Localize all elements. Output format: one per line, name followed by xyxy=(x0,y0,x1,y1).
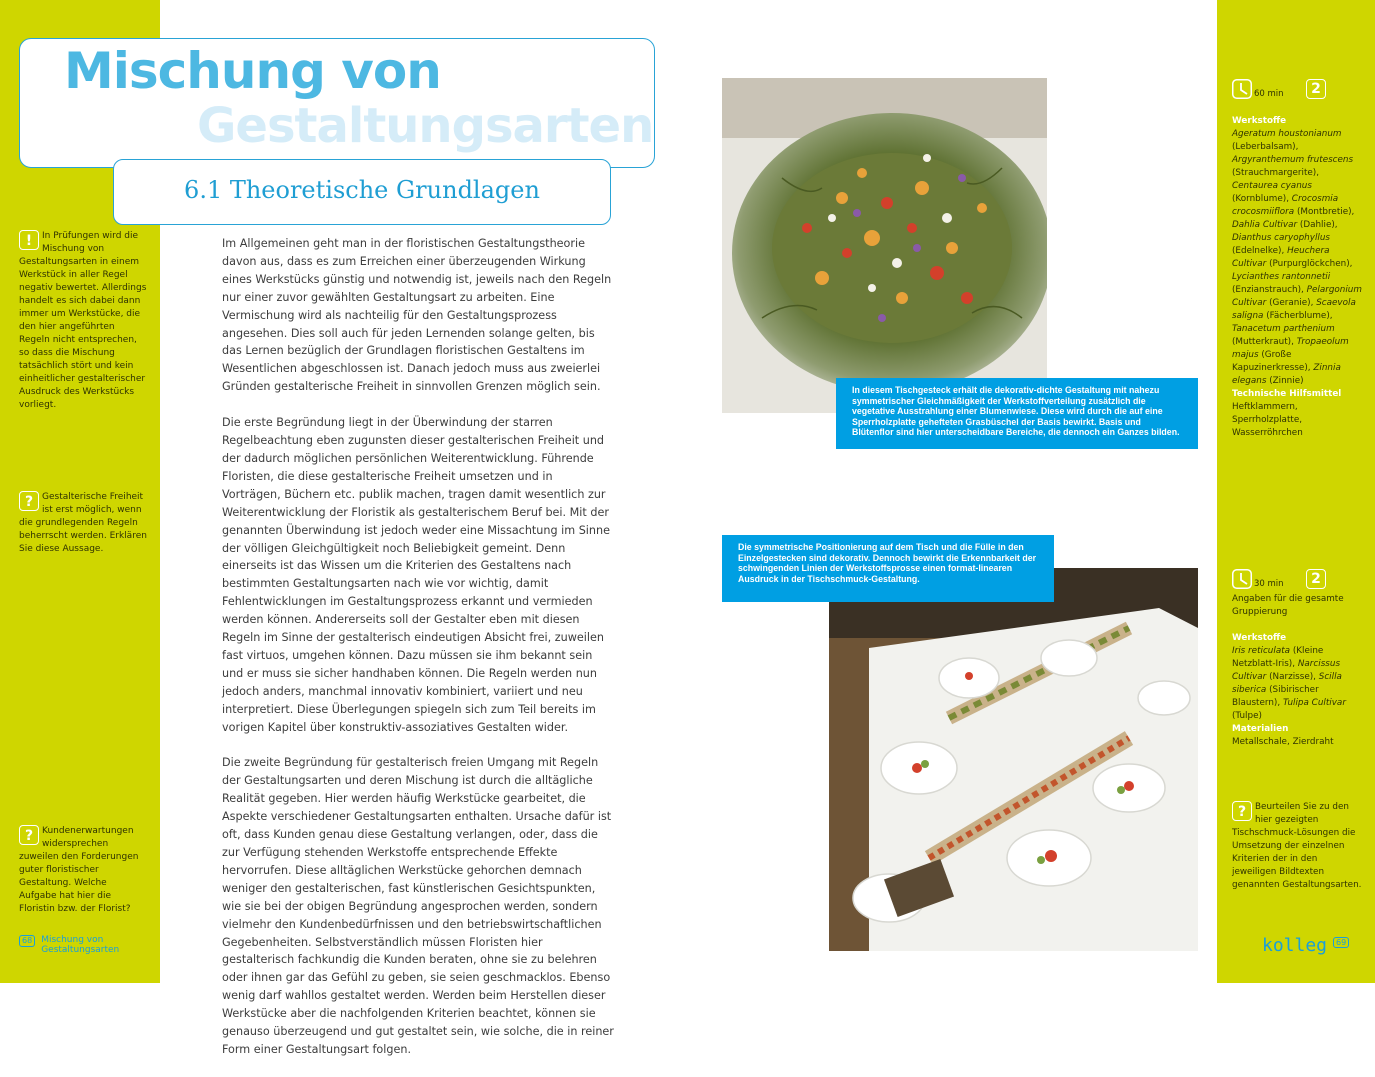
species-common-name: (Zinnie) xyxy=(1266,376,1304,386)
species-name: Crocosmia crocosmiiflora xyxy=(1232,194,1339,217)
species-name: Argyranthemum frutescens xyxy=(1232,155,1354,165)
person-count-badge: 2 xyxy=(1306,79,1326,99)
photo-meadow-arrangement xyxy=(722,78,1047,413)
species-common-name: (Sibirischer Blaustern), xyxy=(1232,685,1319,708)
page-title-line1: Mischung von xyxy=(64,42,441,100)
caption-meadow: In diesem Tischgesteck erhält die dekorativ-dichte Gestaltung mit nahezu symmetrischer Gleichmäßigkeit der Werkstoffverteilung zusätzlich die vegetative Ausstrahlung einer Blumenwiese. Diese wird durch die auf eine Sperrholzplatte gehefteten Grasbüschel der Basis bewirkt. Basis und Blütenflor sind hier unterscheidbare Bereiche, die dennoch ein Ganzes bilden. xyxy=(836,378,1198,449)
time-label: 60 min xyxy=(1254,89,1284,99)
clock-icon xyxy=(1232,79,1252,99)
hilfsmittel-heading: Technische Hilfsmittel xyxy=(1232,389,1342,399)
species-common-name: (Leberbalsam), xyxy=(1232,142,1299,152)
species-name: Narcissus Cultivar xyxy=(1232,659,1341,682)
page-title-line2: Gestaltungsarten xyxy=(197,98,654,154)
species-common-name: (Kornblume), xyxy=(1232,194,1292,204)
species-name: Ageratum houstonianum xyxy=(1232,129,1342,139)
species-common-name: (Mutterkraut), xyxy=(1232,337,1297,347)
body-paragraph-2: Die erste Begründung liegt in der Überwindung der starren Regelbeachtung eben zugunsten dieser gestalterischen Freiheit und der dadurch möglichen persönlichen Weiterentwicklung. Führende Floristen, die diese gestalterische Freiheit umsetzen und in Vorträgen, Büchern etc. publik machen, tragen damit wesentlich zur Weiterentwicklung der Floristik als gestalterischem Beruf bei. Mit der genannten Überwindung ist jedoch weder eine Missachtung im Sinne der völligen Gleichgültigkeit noch Beliebigkeit gemeint. Denn einerseits ist das Wissen um die Kriterien des Gestaltens nach bestimmten Gestaltungsarten nach wie vor wichtig, damit Fehlentwicklungen im Gestaltungsprozess erkannt und vermieden werden können. Andererseits soll der Gestalter eben mit diesen Regeln im Sinne der gestalterisch eindeutigen Absicht frei, zuweilen fast virtuos, umgehen können. Dazu müssen sie ihm bekannt sein und er muss sie sicher handhaben können. Die Regeln werden nun jedoch anders, manchmal innovativ kombiniert, variiert und neu interpretiert. Diese Überlegungen spiegeln sich zum Teil bereits im vorigen Kapitel über konstruktiv-assoziatives Gestalten wider. xyxy=(222,416,610,734)
species-name: Dianthus caryophyllus xyxy=(1232,233,1331,243)
species-common-name: (Enzianstrauch), xyxy=(1232,285,1307,295)
side-note-exam xyxy=(19,230,147,412)
species-name: Scaevola saligna xyxy=(1232,298,1356,321)
footer-chapter-line2: Gestaltungsarten xyxy=(41,945,120,955)
body-paragraph-3: Die zweite Begründung für gestalterisch freien Umgang mit Regeln der Gestaltungsarten und deren Mischung ist durch die alltägliche Realität gegeben. Hier werden häufig Werkstücke gearbeitet, die Aspekte verschiedener Gestaltungsarten enthalten. Ursache dafür ist oft, dass Kunden genau diese Gestaltung verlangen, oder, dass die zur Verfügung stehenden Werkstoffe entsprechende Effekte hervorrufen. Diese alltäglichen Werkstücke gehorchen demnach weniger den gestalterischen, fast künstlerischen Gesichtspunkten, wie sie bei der obigen Begründung angesprochen werden, sondern vielmehr den Kundenbedürfnissen und den betriebswirtschaftlichen Gegebenheiten. Selbstverständlich müssen Floristen hier gestalterisch fachkundig die Kunden beraten, ohne sie zu belehren oder ihnen gar das Gefühl zu geben, sie seien geschmacklos. Ebenso wenig darf wahllos gestaltet werden. Werden beim Herstellen dieser Werkstücke aber die nachfolgenden Kriterien beachtet, können sie genauso überzeugend und gut gestaltet sein, wie solche, die in reiner Form einer Gestaltungsart folgen. xyxy=(222,756,614,1056)
species-common-name: (Geranie), xyxy=(1266,298,1317,308)
side-note-text: In Prüfungen wird die Mischung von Gestaltungsarten in einem Werkstück in aller Regel negativ bewertet. Allerdings handelt es sich dabei dann immer um Werkstücke, die den hier angeführten Regeln nicht entsprechen, so dass die Mischung tatsächlich stört und kein einheitlicher gestalterischer Ausdruck des Werkstücks vorliegt. xyxy=(19,231,147,410)
werkstoffe-list xyxy=(1232,129,1362,386)
info-box-1 xyxy=(1232,79,1364,440)
question-icon: ? xyxy=(19,825,39,845)
species-name: Iris reticulata xyxy=(1232,646,1291,656)
body-text-column xyxy=(222,235,614,1077)
side-note-text: Kundenerwartungen widersprechen zuweilen den Forderungen guter floristischer Gestaltung. Welche Aufgabe hat hier die Floristin bzw. der Florist? xyxy=(19,826,139,914)
species-common-name: (Dahlie), xyxy=(1297,220,1338,230)
person-count-badge: 2 xyxy=(1306,569,1326,589)
species-common-name: (Montbretie), xyxy=(1294,207,1355,217)
footer-chapter-line1: Mischung von xyxy=(41,935,104,945)
species-name: Scilla siberica xyxy=(1232,672,1342,695)
species-name: Pelargonium Cultivar xyxy=(1232,285,1362,308)
section-subtitle: 6.1 Theoretische Grundlagen xyxy=(184,176,540,204)
species-name: Heuchera Cultivar xyxy=(1232,246,1330,269)
page-number-left: 68 xyxy=(19,935,35,947)
species-common-name: (Edelnelke), xyxy=(1232,246,1288,256)
question-box-right xyxy=(1232,801,1364,892)
werkstoffe-list xyxy=(1232,646,1346,721)
question-icon: ? xyxy=(19,491,39,511)
species-name: Centaurea cyanus xyxy=(1232,181,1312,191)
species-common-name: (Fächerblume), xyxy=(1263,311,1333,321)
species-name: Dahlia Cultivar xyxy=(1232,220,1298,230)
species-common-name: (Narzisse), xyxy=(1266,672,1319,682)
materialien-text: Metallschale, Zierdraht xyxy=(1232,737,1334,747)
species-name: Zinnia elegans xyxy=(1232,363,1341,386)
photo-table-setting xyxy=(829,568,1198,951)
species-name: Lycianthes rantonnetii xyxy=(1232,272,1331,282)
time-label: 30 min xyxy=(1254,579,1284,589)
species-common-name: (Große Kapuzinerkresse), xyxy=(1232,350,1314,373)
caption-table: Die symmetrische Positionierung auf dem Tisch und die Fülle in den Einzelgestecken sind dekorativ. Dennoch bewirkt die Erkennbarkeit der schwingenden Linien der Werkstoffsprosse einen format-linearen Ausdruck in der Tischschmuck-Gestaltung. xyxy=(722,535,1054,602)
body-paragraph-1: Im Allgemeinen geht man in der floristischen Gestaltungstheorie davon aus, dass es zum Erreichen einer überzeugenden Wirkung eines Werkstücks günstig und notwendig ist, jeweils nach den Regeln nur einer zuvor gewählten Gestaltungsart zu arbeiten. Eine Vermischung wird als nachteilig für den Gestaltungsprozess angesehen. Dies soll auch für jeden Lernenden solange gelten, bis das Lernen bezüglich der Grundlagen floristischen Gestaltens im Wesentlichen abgeschlossen ist. Danach jedoch muss aus zweierlei Gründen gestalterische Freiheit in sinnvollen Grenzen möglich sein. xyxy=(222,237,612,394)
info-intro: Angaben für die gesamte Gruppierung xyxy=(1232,594,1344,617)
hilfsmittel-text: Heftklammern, Sperrholzplatte, Wasserröhrchen xyxy=(1232,402,1303,438)
side-note-question-2 xyxy=(19,825,147,916)
species-name: Tanacetum parthenium xyxy=(1232,324,1335,334)
exclamation-icon: ! xyxy=(19,230,39,250)
materialien-heading: Materialien xyxy=(1232,724,1289,734)
question-icon: ? xyxy=(1232,801,1252,821)
werkstoffe-heading: Werkstoffe xyxy=(1232,116,1287,126)
species-common-name: (Strauchmargerite), xyxy=(1232,168,1320,178)
footer-right xyxy=(1262,935,1349,956)
species-name: Tulipa Cultivar xyxy=(1282,698,1346,708)
clock-icon xyxy=(1232,569,1252,589)
werkstoffe-heading: Werkstoffe xyxy=(1232,633,1287,643)
info-box-2 xyxy=(1232,569,1364,749)
species-common-name: (Tulpe) xyxy=(1232,711,1262,721)
question-text: Beurteilen Sie zu den hier gezeigten Tischschmuck-Lösungen die Umsetzung der einzelnen Kriterien der in den jeweiligen Bildtexten genannten Gestaltungsarten. xyxy=(1232,802,1362,890)
footer-left xyxy=(19,935,119,955)
species-name: Tropaeolum majus xyxy=(1232,337,1349,360)
side-note-question-1 xyxy=(19,491,147,556)
species-common-name: (Kleine Netzblatt-Iris), xyxy=(1232,646,1324,669)
page-number-right: 69 xyxy=(1333,937,1349,948)
species-common-name: (Purpurglöckchen), xyxy=(1266,259,1353,269)
side-note-text: Gestalterische Freiheit ist erst möglich, wenn die grundlegenden Regeln beherrscht werden. Erklären Sie diese Aussage. xyxy=(19,492,147,554)
brand-logo: kolleg xyxy=(1262,935,1328,956)
